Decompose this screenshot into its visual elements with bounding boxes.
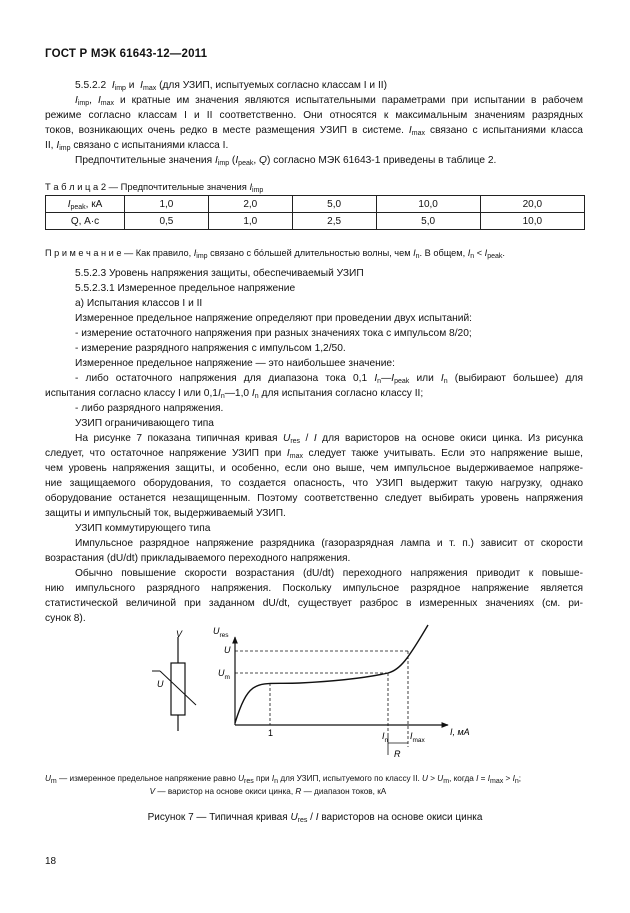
- table-row-label: $I_{peak}$, кА: [46, 196, 125, 213]
- table-row-label: Q, А·с: [46, 213, 125, 230]
- figure-legend: $U_m$ — измеренное предельное напряжение равно $U_{res}$ при $I_n$ для УЗИП, испытуемого по классу II. $U > U_m$, когда $I = I_{max} > I_n$; V — варистор на основе окиси цинка, R — диапазон токов, кА: [45, 774, 522, 796]
- section-5522-title: 5.5.2.2 $I_{imp}$ и $I_{max}$ (для УЗИП, испытуемых согласно классам I и II): [75, 80, 387, 92]
- table-cell: 5,0: [376, 213, 480, 230]
- section-5523-l1: Измеренное предельное напряжение определяют при проведении двух испытаний:: [75, 313, 473, 324]
- tick-1: 1: [268, 728, 274, 738]
- limiting-p5: оборудование останется незащищенным. Поэтому соответственно следует выбирать уровень напряжения: [45, 493, 583, 504]
- page-number: 18: [45, 856, 57, 867]
- page-header: ГОСТ Р МЭК 61643-12—2011: [45, 48, 208, 60]
- heading-limiting-spd: УЗИП ограничивающего типа: [75, 418, 214, 429]
- table-cell: 10,0: [480, 213, 584, 230]
- table-cell: 1,0: [208, 213, 292, 230]
- switching-p2: возрастания (dU/dt) прикладываемого переходного напряжения.: [45, 553, 351, 564]
- table-cell: 5,0: [292, 196, 376, 213]
- table-cell: 20,0: [480, 196, 584, 213]
- section-5522-p1a: $I_{imp}$, $I_{max}$ и кратные им значения являются испытательными параметрами при испытании в рабочем: [75, 95, 583, 107]
- section-5522-p1b: режиме согласно классам I и II соответственно. Они относятся к максимальным значениям разрядных: [45, 110, 583, 121]
- figure-7: [0, 615, 630, 775]
- table-cell: 0,5: [125, 213, 209, 230]
- section-5522-p1c: токов, возникающих очень редко в месте размещения УЗИП в системе. $I_{max}$ связано с испытаниями класса: [45, 125, 583, 137]
- label-um: $U_m$: [218, 668, 230, 681]
- table-row: [46, 196, 585, 213]
- label-in: $I_n$: [382, 731, 389, 744]
- section-5523: [45, 266, 583, 626]
- y-axis-label: $U_{res}$: [213, 626, 229, 639]
- switching-p5: статистической величиной при заданном dU/dt, существует разброс в измеренных значениях (см. ри-: [45, 598, 583, 609]
- section-5523-l7: - либо разрядного напряжения.: [75, 403, 224, 414]
- section-5522-p1d: II, $I_{imp}$ связано с испытаниями класса I.: [45, 140, 229, 152]
- table-preferred-values: [45, 195, 585, 230]
- table-caption: Т а б л и ц а 2 — Предпочтительные значения $I_{imp}$: [45, 181, 264, 194]
- table-cell: 2,0: [208, 196, 292, 213]
- switching-p6: сунок 8).: [45, 613, 86, 624]
- table-row: [46, 213, 585, 230]
- table-cell: 2,5: [292, 213, 376, 230]
- limiting-p3: чем уровень напряжения защиты, и особенно, если оно выше, чем импульсное выдерживаемое напряже-: [45, 463, 583, 474]
- label-u: U: [224, 645, 231, 655]
- table-cell: 1,0: [125, 196, 209, 213]
- switching-p1: Импульсное разрядное напряжение разрядника (газоразрядная лампа и т. п.) зависит от скорости: [75, 538, 583, 549]
- characteristic-curve: [235, 625, 428, 723]
- section-5523-title: 5.5.2.3 Уровень напряжения защиты, обеспечиваемый УЗИП: [75, 268, 364, 279]
- figure-caption: Рисунок 7 — Типичная кривая $U_{res}$ / I варисторов на основе окиси цинка: [147, 812, 483, 824]
- section-5523-l6: испытания согласно классу I или $0,1I_n—1,0$ $I_n$ для испытания согласно классу II;: [45, 388, 424, 400]
- limiting-p1: На рисунке 7 показана типичная кривая $U_{res}$ / I для варисторов на основе окиси цинка. Из рисунка: [75, 433, 583, 445]
- limiting-p2: следует, что остаточное напряжение УЗИП при $I_{max}$ следует также учитывать. Если это напряжение выше,: [45, 448, 583, 460]
- limiting-p6: защиты и импульсный ток, выдерживаемый УЗИП.: [45, 508, 286, 519]
- section-5522: [45, 78, 583, 168]
- section-5522-p2: Предпочтительные значения $I_{imp}$ ($I_{peak}$, Q) согласно МЭК 61643-1 приведены в таблице 2.: [75, 155, 497, 167]
- section-5523-l5: - либо остаточного напряжения для диапазона тока 0,1 $I_n—I_{peak}$ или $I_n$ (выбирают большее) для: [75, 373, 583, 385]
- section-5523-sub-a: а) Испытания классов I и II: [75, 298, 203, 309]
- label-imax: $I_{max}$: [410, 731, 425, 744]
- section-55231-title: 5.5.2.3.1 Измеренное предельное напряжение: [75, 283, 296, 294]
- label-r: R: [394, 749, 401, 759]
- limiting-p4: ние защищаемого оборудования, то создается опасность, что УЗИП выдержит такую нагрузку, однако: [45, 478, 583, 489]
- section-5523-l4: Измеренное предельное напряжение — это наибольшее значение:: [75, 358, 395, 369]
- varistor-label-v: V: [176, 629, 183, 639]
- table-note: П р и м е ч а н и е — Как правило, $I_{imp}$ связано с бо́льшей длительностью волны, чем $I_n$. В общем, $I_n < I_{peak}$.: [45, 248, 505, 260]
- section-5523-l2: - измерение остаточного напряжения при разных значениях тока с импульсом 8/20;: [75, 328, 472, 339]
- heading-switching-spd: УЗИП коммутирующего типа: [75, 523, 211, 534]
- varistor-label-u: U: [157, 679, 164, 689]
- switching-p3: Обычно повышение скорости возрастания (dU/dt) переходного напряжения приводит к повыше-: [75, 568, 583, 579]
- x-axis-label: I, мА: [450, 727, 470, 737]
- section-5523-l3: - измерение разрядного напряжения с импульсом 1,2/50.: [75, 343, 346, 354]
- table-cell: 10,0: [376, 196, 480, 213]
- switching-p4: нию импульсного разрядного напряжения. Поскольку импульсное разрядное напряжение является: [45, 583, 583, 594]
